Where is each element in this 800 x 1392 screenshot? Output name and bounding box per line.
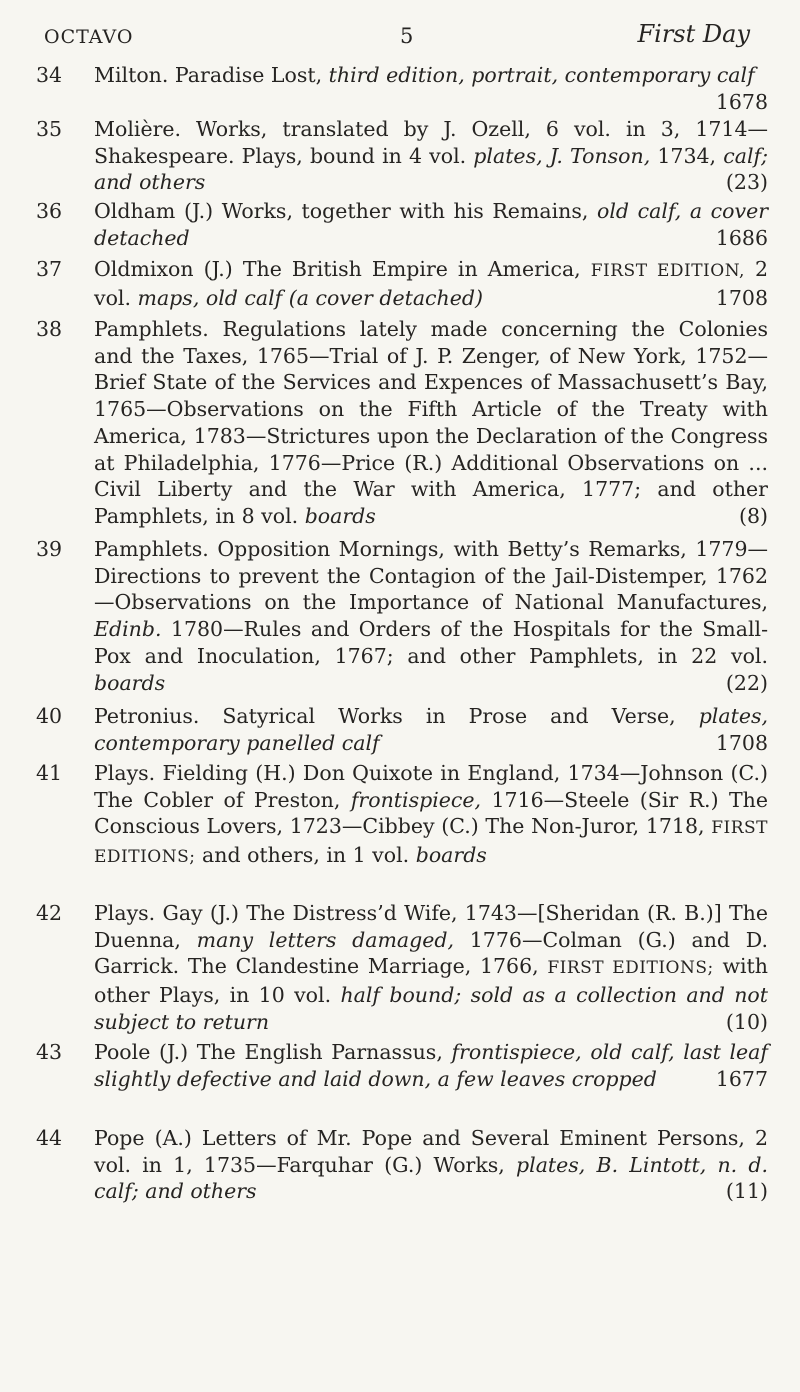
lot-author: Oldham (J.) bbox=[94, 199, 214, 223]
lot-italic: plates, B. Lintott, n. d. calf; and others bbox=[94, 1152, 768, 1204]
lot-italic: frontispiece, old calf, last leaf slightly defective and laid down, a few leaves cropped bbox=[94, 1040, 768, 1091]
lot-number: 40 bbox=[36, 704, 63, 728]
lot-quantity: (11) bbox=[725, 1179, 768, 1204]
lot-italic: plates, J. Tonson, bbox=[473, 143, 651, 168]
lot-author: Pamphlets. bbox=[94, 317, 209, 341]
lot-text-2: 1776—Colman (G.) and D. Garrick. The Clandestine Marriage, 1766, bbox=[94, 927, 768, 979]
lot-edition-note: FIRST EDITIONS; bbox=[94, 818, 768, 868]
lot-text: Gay (J.) The Distress’d Wife, 1743—[Sheridan (R. B.)] The Duenna, bbox=[94, 901, 768, 952]
lot-italic: boards bbox=[304, 503, 376, 528]
lot-number: 36 bbox=[36, 199, 63, 223]
lot-author: Oldmixon (J.) bbox=[94, 257, 233, 281]
lot-text: Letters of Mr. Pope and Several Eminent Persons, 2 vol. in 1, 1735—Farquhar (G.) Works, bbox=[94, 1126, 768, 1177]
lot-text: Satyrical Works in Prose and Verse, bbox=[199, 704, 699, 728]
lot-author: Pope (A.) bbox=[94, 1126, 192, 1150]
lot-number: 38 bbox=[36, 317, 63, 341]
lot-text: Paradise Lost, bbox=[168, 63, 329, 87]
lot-number: 34 bbox=[36, 63, 63, 87]
lot-date: 1678 bbox=[715, 89, 768, 114]
lot-italic-2: calf; and others bbox=[94, 143, 768, 195]
page-number: 5 bbox=[400, 24, 415, 48]
lot-entry bbox=[36, 256, 768, 311]
lot-entry bbox=[36, 198, 768, 251]
lot-italic: many letters damaged, bbox=[196, 927, 455, 952]
lot-number: 42 bbox=[36, 901, 63, 925]
lot-text-2: 1716—Steele (Sir R.) The Conscious Lovers, 1723—Cibbey (C.) The Non-Juror, 1718, bbox=[94, 787, 769, 839]
lot-number: 39 bbox=[36, 537, 63, 561]
lot-number: 41 bbox=[36, 761, 63, 785]
header-format: OCTAVO bbox=[44, 26, 134, 48]
lot-text-2: 1734, bbox=[650, 143, 724, 168]
lot-italic-2: maps, old calf (a cover detached) bbox=[137, 285, 483, 310]
lot-italic: third edition, portrait, contemporary calf bbox=[328, 63, 755, 87]
lot-number: 44 bbox=[36, 1126, 63, 1150]
lot-text-3: and others, in 1 vol. bbox=[195, 843, 416, 868]
lot-number: 35 bbox=[36, 117, 63, 141]
lot-quantity: (22) bbox=[725, 670, 768, 695]
lot-edition-note: FIRST EDITION, bbox=[590, 261, 745, 281]
lot-text: Fielding (H.) Don Quixote in England, 1734—Johnson (C.) The Cobler of Preston, bbox=[94, 761, 768, 812]
lot-quantity: (10) bbox=[725, 1009, 768, 1034]
lot-text: Works, together with his Remains, bbox=[213, 199, 597, 223]
lot-italic-3: half bound; sold as a collection and not subject to return bbox=[94, 983, 768, 1034]
lot-italic-3: boards bbox=[415, 843, 487, 868]
lot-author: Milton. bbox=[94, 63, 169, 87]
lot-text: The English Parnassus, bbox=[188, 1040, 452, 1064]
lot-text: Works, translated by J. Ozell, 6 vol. in 3, 1714—Shakespeare. Plays, bound in 4 vol. bbox=[94, 117, 768, 168]
lot-text-2: 2 vol. bbox=[94, 257, 768, 310]
lot-number: 43 bbox=[36, 1040, 63, 1064]
lot-italic: plates, contemporary panelled calf bbox=[94, 704, 768, 755]
page-header bbox=[44, 18, 760, 54]
lot-text: Opposition Mornings, with Betty’s Remarks, 1779—Directions to prevent the Contagion of the Jail-Distemper, 1762—Observations on the Importance of National Manufactures, bbox=[94, 537, 768, 615]
lot-entry bbox=[36, 1039, 768, 1092]
lot-italic: old calf, a cover detached bbox=[94, 199, 768, 250]
lot-text-3: with other Plays, in 10 vol. bbox=[94, 954, 768, 1008]
lot-text: Regulations lately made concerning the Colonies and the Taxes, 1765—Trial of J. P. Zenger, of New York, 1752—Brief State of the Services and Expences of Massachusett’s Bay, 1765—Observations on the Fifth Article of the Treaty with America, 1783—Strictures upon the Declaration of the Congress at Philadelphia, 1776—Price (R.) Additional Observations on ... Civil Liberty and the War with America, 1777; and other Pamphlets, in 8 vol. bbox=[94, 317, 768, 528]
lot-date: 1708 bbox=[715, 285, 768, 310]
lot-entry bbox=[36, 116, 768, 196]
lot-entry bbox=[36, 703, 768, 756]
lot-author: Pamphlets. bbox=[94, 537, 209, 561]
lot-italic: Edinb. bbox=[94, 617, 162, 642]
lot-author: Petronius. bbox=[94, 704, 200, 728]
lot-text: The British Empire in America, bbox=[232, 257, 591, 281]
lot-text-2: 1780—Rules and Orders of the Hospitals for the Small-Pox and Inoculation, 1767; and other Pamphlets, in 22 vol. bbox=[94, 617, 768, 668]
lot-author: Molière. bbox=[94, 117, 182, 141]
lot-italic: frontispiece, bbox=[350, 787, 482, 812]
lot-entry bbox=[36, 536, 768, 696]
lot-edition-note: FIRST EDITIONS; bbox=[547, 958, 714, 979]
lot-quantity: (23) bbox=[725, 170, 768, 195]
header-day: First Day bbox=[637, 20, 750, 48]
lot-date: 1677 bbox=[715, 1066, 768, 1091]
lot-number: 37 bbox=[36, 257, 63, 281]
lot-date: 1708 bbox=[715, 730, 768, 755]
lot-entry bbox=[36, 316, 768, 530]
lot-author: Poole (J.) bbox=[94, 1040, 189, 1064]
lot-entry bbox=[36, 1125, 768, 1205]
lot-entry bbox=[36, 900, 768, 1036]
lot-entry bbox=[36, 62, 768, 115]
lot-author: Plays. bbox=[94, 761, 156, 785]
lot-date: 1686 bbox=[715, 225, 768, 250]
lot-italic-2: boards bbox=[94, 670, 166, 695]
lot-entry bbox=[36, 760, 768, 871]
lot-author: Plays. bbox=[94, 901, 156, 925]
lot-quantity: (8) bbox=[738, 503, 768, 528]
